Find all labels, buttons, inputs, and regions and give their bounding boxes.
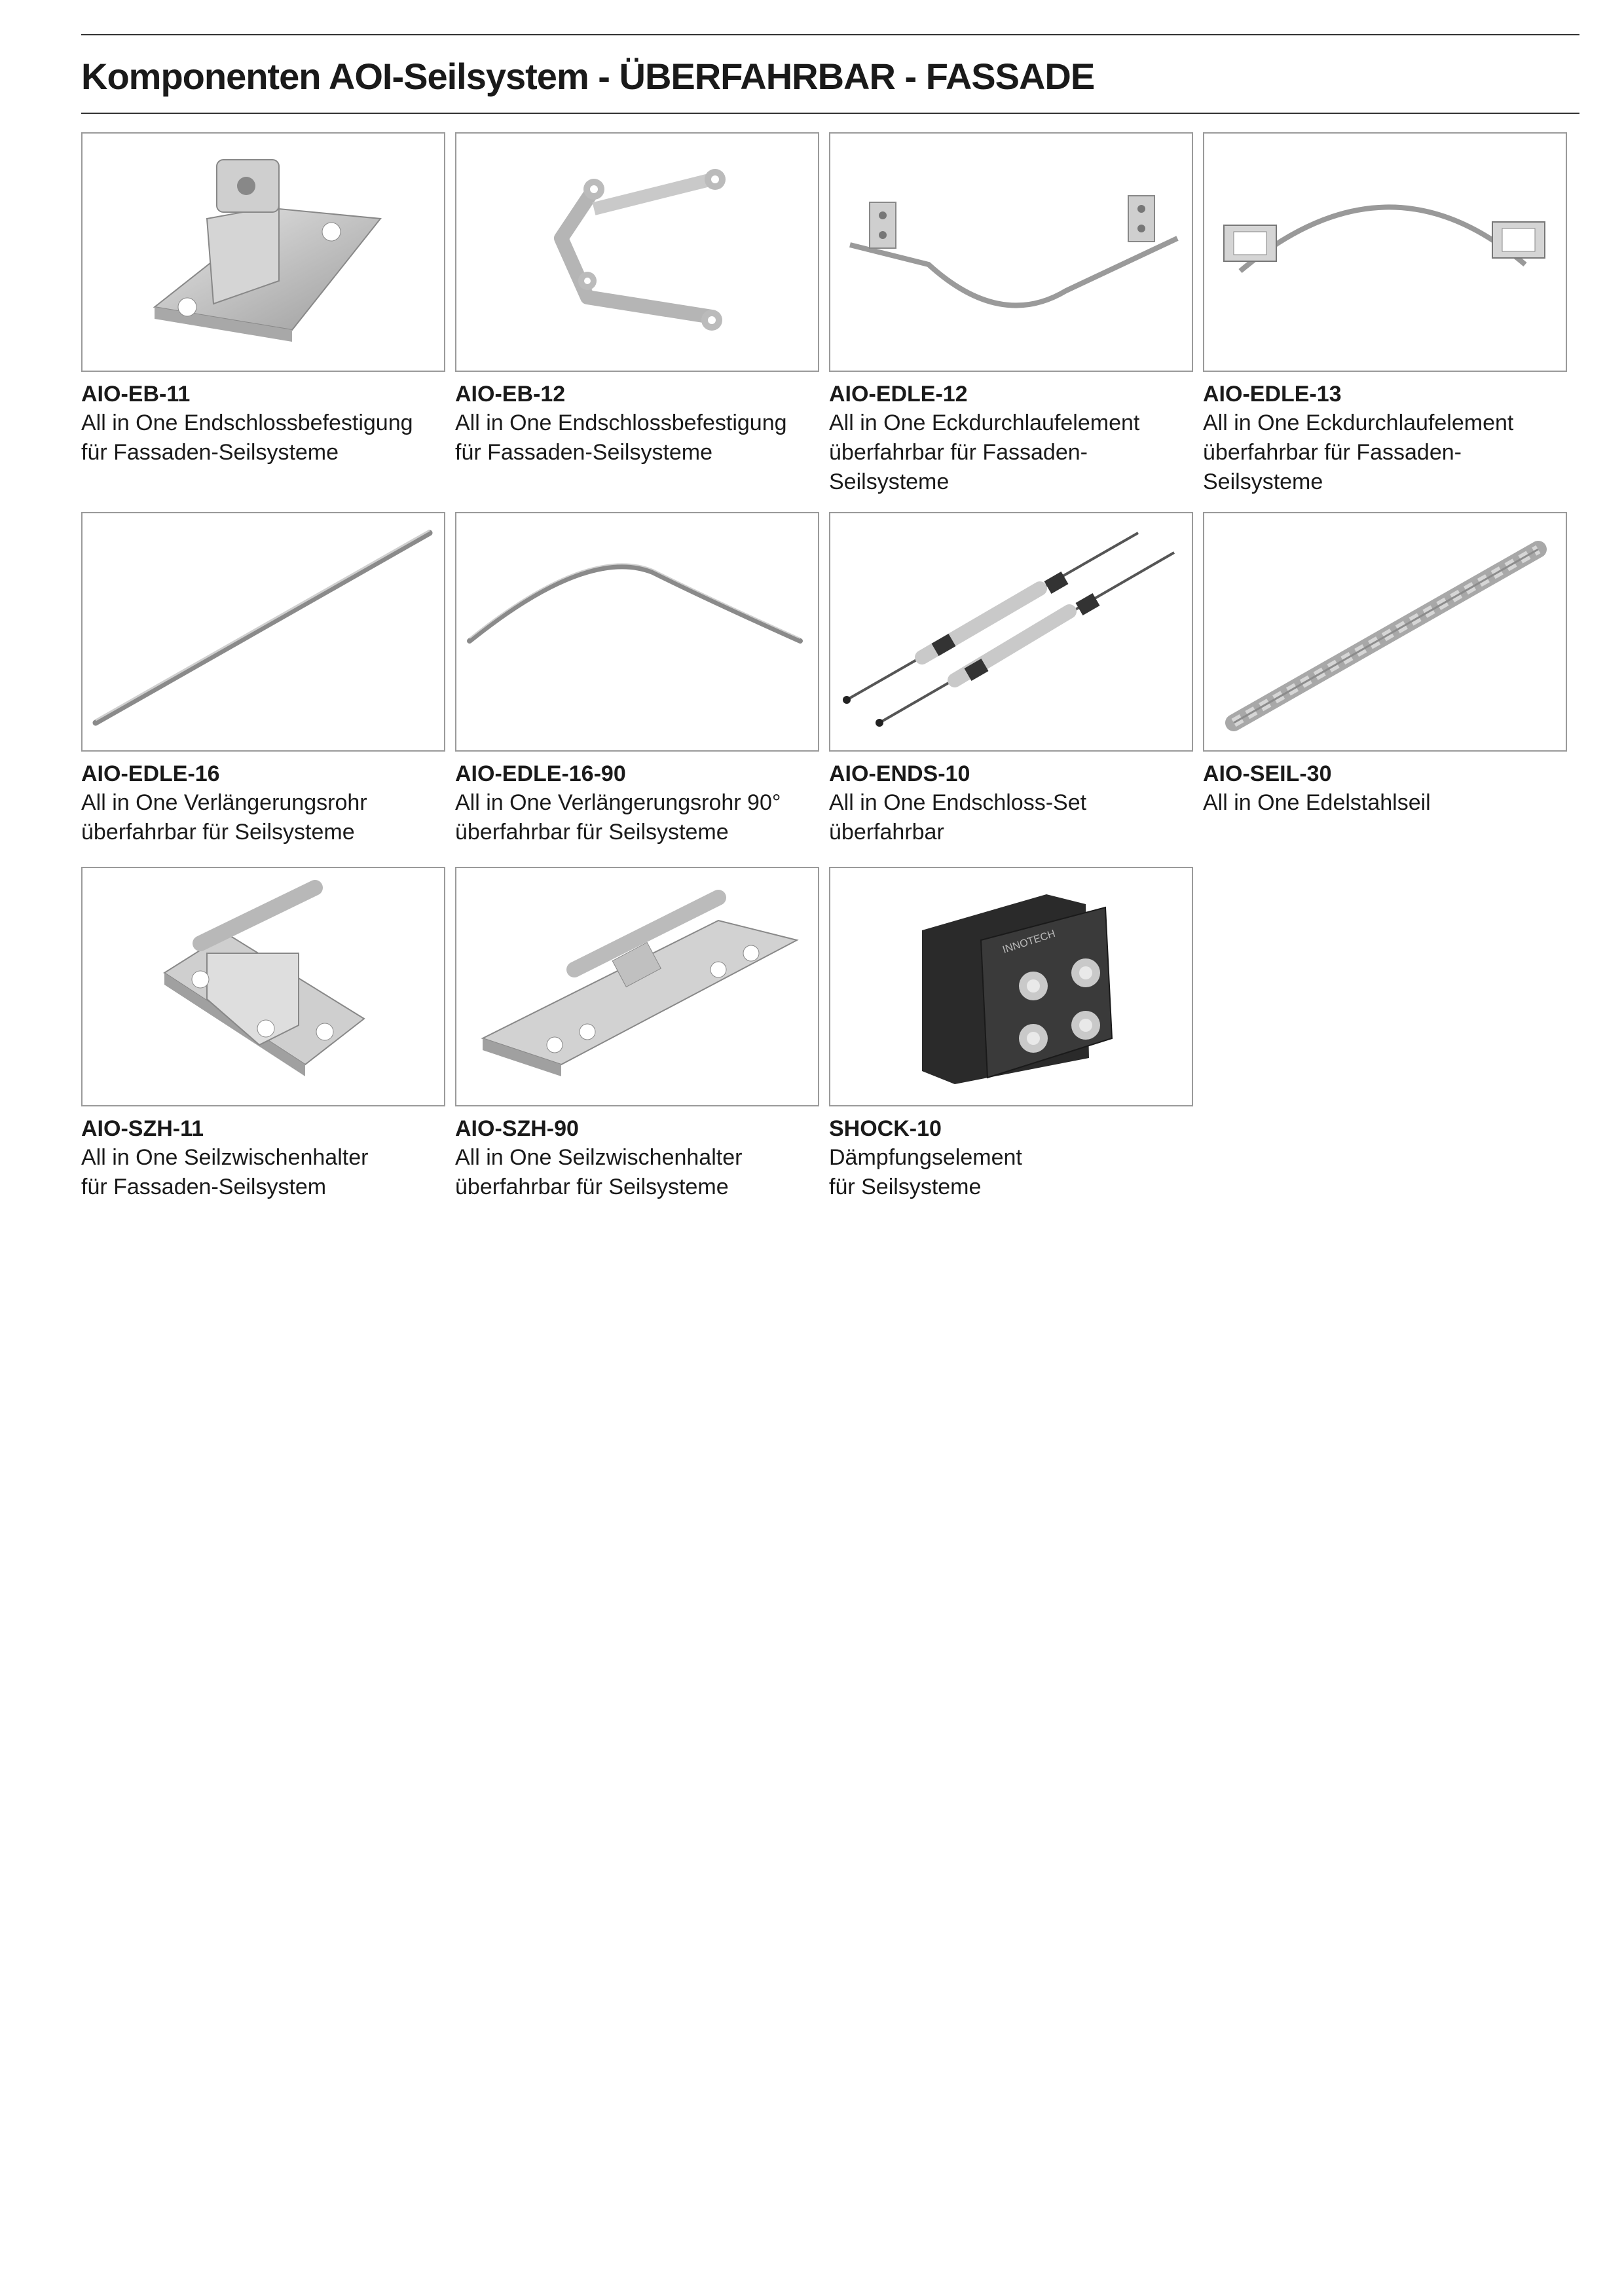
corner-element-icon bbox=[830, 134, 1192, 371]
straight-tube-icon bbox=[83, 513, 444, 750]
product-code: AIO-EB-12 bbox=[455, 382, 566, 407]
product-description: All in One Eckdurchlaufelement überfahrbar für Fassaden- Seilsysteme bbox=[1203, 410, 1514, 494]
bent-tube-icon bbox=[456, 513, 818, 750]
product-description: Dämpfungselement für Seilsysteme bbox=[829, 1145, 1022, 1199]
product-card-shock-10 bbox=[829, 867, 1193, 1202]
product-card-aio-ends-10 bbox=[829, 512, 1193, 847]
product-description: All in One Endschloss-Set überfahrbar bbox=[829, 790, 1087, 845]
product-card-aio-edle-16 bbox=[81, 512, 445, 847]
product-image bbox=[81, 512, 445, 752]
title-rule bbox=[81, 113, 1579, 114]
product-card-aio-edle-13 bbox=[1203, 132, 1567, 497]
product-description: All in One Seilzwischenhalter überfahrbar für Seilsysteme bbox=[455, 1145, 743, 1199]
steel-cable-icon bbox=[1204, 513, 1566, 750]
intermediate-holder-icon bbox=[83, 868, 444, 1105]
damping-element-icon bbox=[830, 868, 1192, 1105]
product-description: All in One Endschlossbefestigung für Fassaden-Seilsysteme bbox=[455, 410, 787, 465]
product-image bbox=[1203, 512, 1567, 752]
product-card-aio-szh-90 bbox=[455, 867, 819, 1202]
top-rule bbox=[81, 34, 1579, 35]
product-card-aio-edle-16-90 bbox=[455, 512, 819, 847]
product-code: AIO-SZH-90 bbox=[455, 1116, 579, 1141]
product-description: All in One Seilzwischenhalter für Fassaden-Seilsystem bbox=[81, 1145, 369, 1199]
product-code: AIO-EDLE-16 bbox=[81, 761, 220, 786]
product-image bbox=[455, 132, 819, 372]
end-lock-set-icon bbox=[830, 513, 1192, 750]
bent-bracket-icon bbox=[456, 134, 818, 371]
product-code: AIO-SZH-11 bbox=[81, 1116, 204, 1141]
product-description: All in One Verlängerungsrohr überfahrbar für Seilsysteme bbox=[81, 790, 367, 845]
product-card-aio-szh-11 bbox=[81, 867, 445, 1202]
product-code: AIO-ENDS-10 bbox=[829, 761, 970, 786]
product-description: All in One Verlängerungsrohr 90° überfahrbar für Seilsysteme bbox=[455, 790, 781, 845]
intermediate-holder-plate-icon bbox=[456, 868, 818, 1105]
product-card-aio-edle-12 bbox=[829, 132, 1193, 497]
brand-label: INNOTECH bbox=[1001, 928, 1057, 956]
page-title: Komponenten AOI-Seilsystem - ÜBERFAHRBAR - FASSADE bbox=[81, 56, 1095, 97]
product-description: All in One Edelstahlseil bbox=[1203, 790, 1431, 815]
product-code: AIO-SEIL-30 bbox=[1203, 761, 1332, 786]
product-image bbox=[81, 132, 445, 372]
product-image bbox=[81, 867, 445, 1106]
product-card-aio-eb-11 bbox=[81, 132, 445, 467]
bracket-icon bbox=[83, 134, 444, 371]
product-card-aio-eb-12 bbox=[455, 132, 819, 467]
product-image bbox=[829, 512, 1193, 752]
product-description: All in One Eckdurchlaufelement überfahrbar für Fassaden- Seilsysteme bbox=[829, 410, 1140, 494]
product-image bbox=[1203, 132, 1567, 372]
curved-corner-element-icon bbox=[1204, 134, 1566, 371]
product-image bbox=[829, 867, 1193, 1106]
product-code: AIO-EDLE-16-90 bbox=[455, 761, 626, 786]
product-code: SHOCK-10 bbox=[829, 1116, 942, 1141]
product-description: All in One Endschlossbefestigung für Fassaden-Seilsysteme bbox=[81, 410, 413, 465]
product-image bbox=[455, 867, 819, 1106]
product-image bbox=[455, 512, 819, 752]
product-code: AIO-EDLE-13 bbox=[1203, 382, 1342, 407]
product-image bbox=[829, 132, 1193, 372]
product-code: AIO-EDLE-12 bbox=[829, 382, 968, 407]
product-card-aio-seil-30 bbox=[1203, 512, 1567, 818]
product-code: AIO-EB-11 bbox=[81, 382, 191, 407]
